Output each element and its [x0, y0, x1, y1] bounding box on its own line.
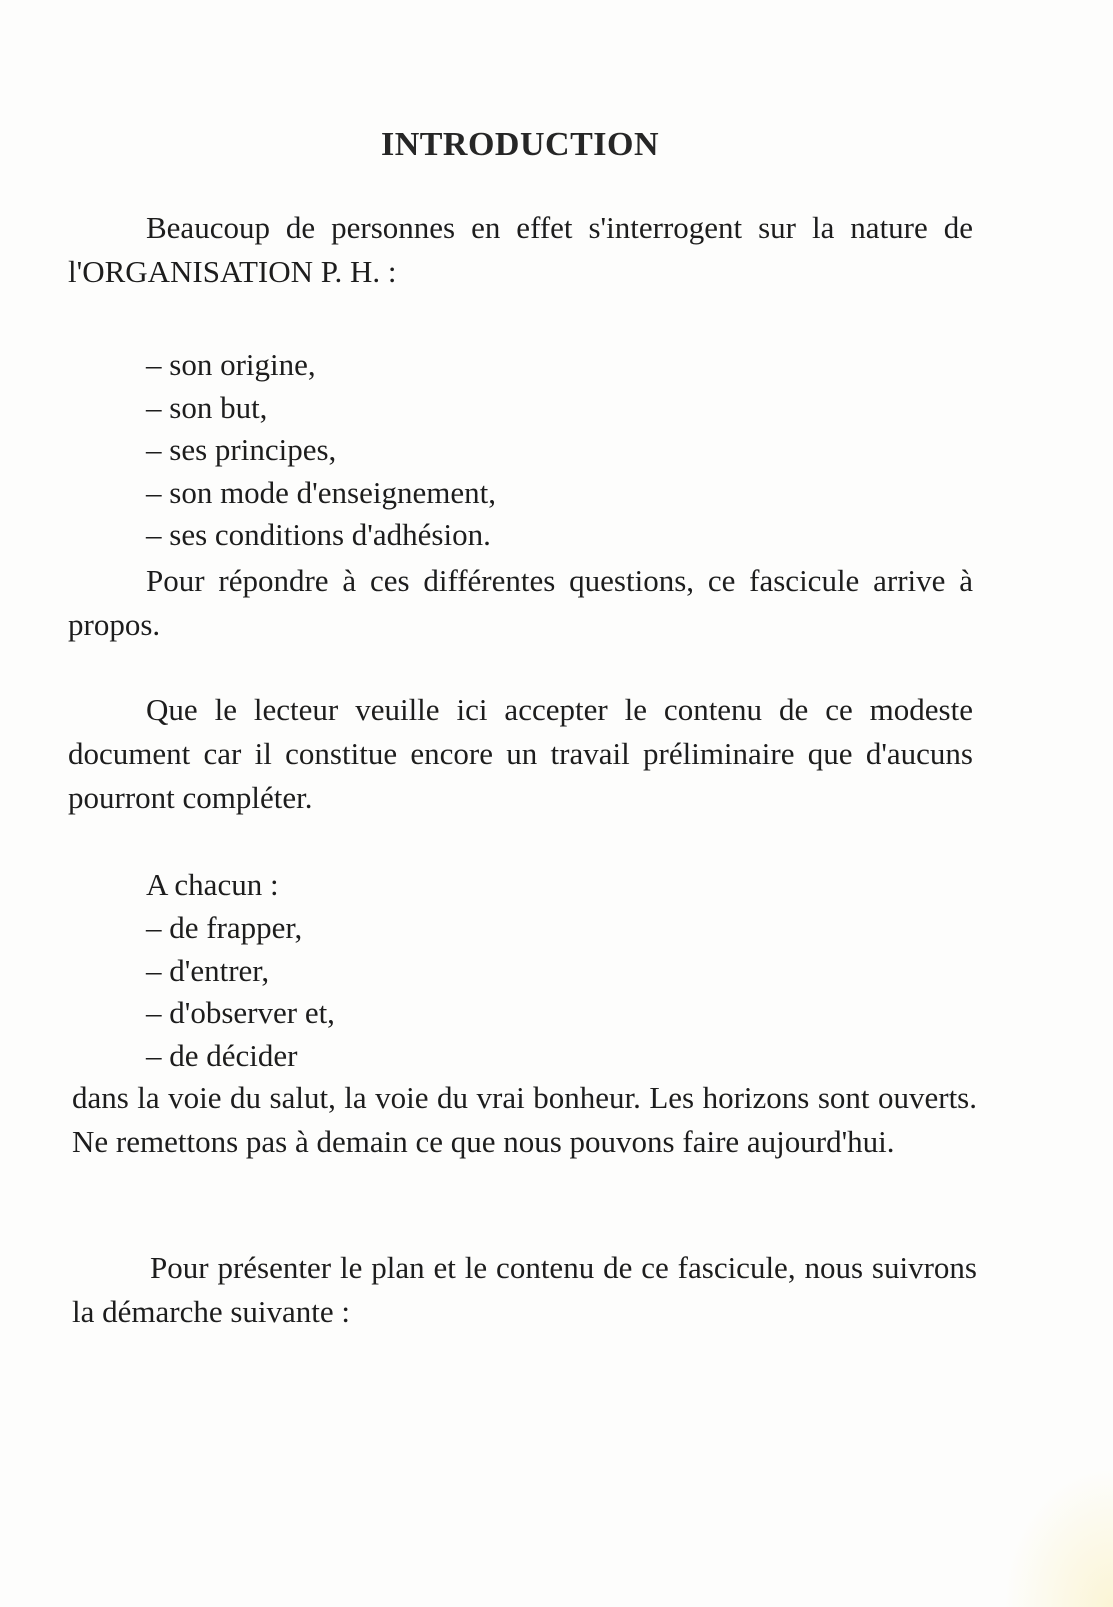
list-item: – son origine, — [146, 347, 316, 382]
answer-paragraph-text: Pour répondre à ces différentes questions, ce fascicule arrive à propos. — [68, 563, 973, 642]
questions-list — [146, 344, 946, 557]
list-item: – ses conditions d'adhésion. — [146, 517, 491, 552]
each-label: A chacun : — [146, 867, 279, 902]
path-paragraph: dans la voie du salut, la voie du vrai bonheur. Les horizons sont ouverts. Ne remettons pas à demain ce que nous pouvons faire aujourd'hui. — [72, 1080, 977, 1159]
list-item: – de frapper, — [146, 910, 303, 945]
list-item: – d'entrer, — [146, 952, 270, 988]
list-item: – d'observer et, — [146, 995, 335, 1030]
list-item: – son but, — [146, 389, 268, 425]
list-item: – son mode d'enseignement, — [146, 474, 496, 510]
reader-paragraph — [68, 688, 973, 820]
page-title: INTRODUCTION — [380, 126, 660, 163]
actions-list — [146, 907, 946, 1077]
intro-paragraph-text: Beaucoup de personnes en effet s'interrogent sur la nature de l'ORGANISATION P. H. : — [68, 210, 973, 289]
reader-paragraph-text: Que le lecteur veuille ici accepter le contenu de ce modeste document car il constitue encore un travail préliminaire que d'aucuns pourront compléter. — [68, 692, 973, 815]
answer-paragraph — [68, 559, 973, 647]
intro-paragraph — [68, 206, 973, 294]
paper-discoloration — [1003, 1467, 1113, 1607]
list-item: – de décider — [146, 1037, 298, 1073]
list-item: – ses principes, — [146, 432, 337, 467]
plan-paragraph — [72, 1246, 977, 1334]
plan-paragraph-text: Pour présenter le plan et le contenu de ce fascicule, nous suivrons la démarche suivante : — [72, 1250, 977, 1329]
